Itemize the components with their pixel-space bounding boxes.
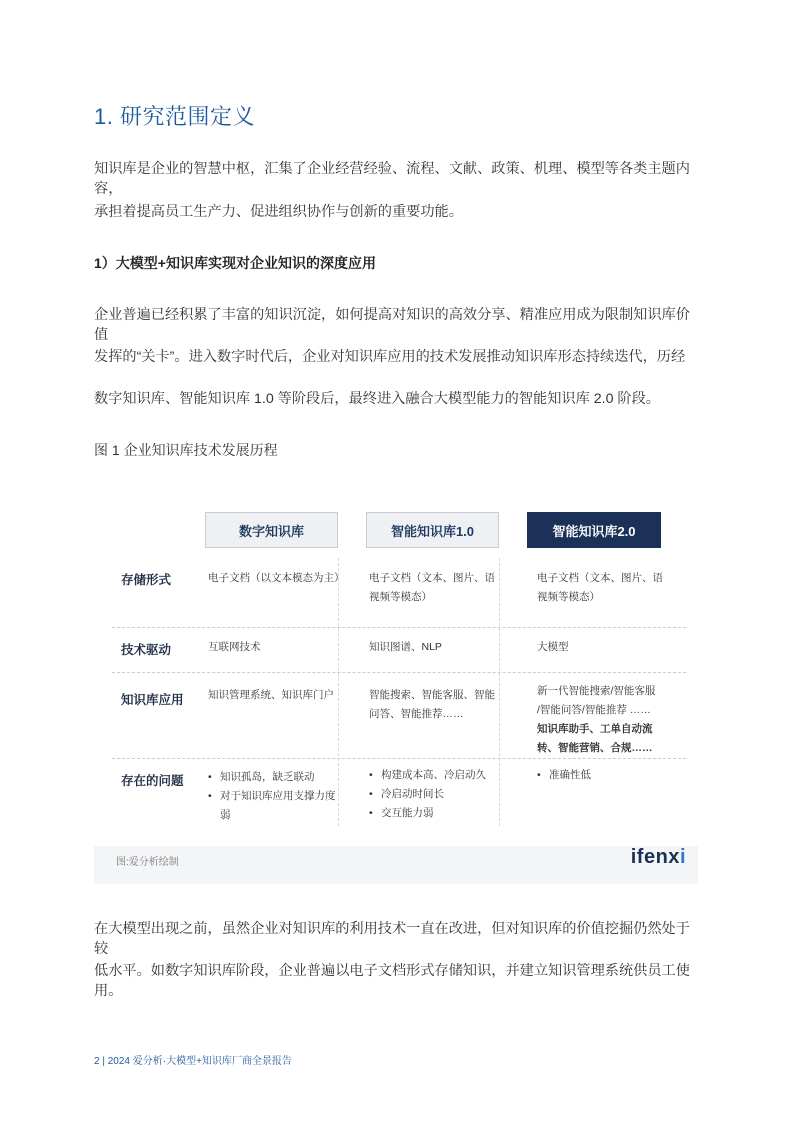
cell-issues-smart-1 <box>369 766 486 823</box>
figure-source: 图:爱分析绘制 <box>116 857 179 868</box>
column-header-smart-2: 智能知识库2.0 <box>527 512 661 548</box>
cell-storage-smart-1: 电子文档（文本、图片、语 视频等模态） <box>369 572 495 603</box>
cell-issues-smart-2 <box>537 766 591 785</box>
cell-tech-smart-1: 知识图谱、NLP <box>369 641 442 653</box>
para3-line-2: 低水平。如数字知识库阶段，企业普遍以电子文档形式存储知识，并建立知识管理系统供员工使用。 <box>94 963 690 999</box>
cell-storage-digital: 电子文档（以文本模态为主） <box>208 572 345 584</box>
list-item: • 准确性低 <box>537 766 591 785</box>
row-label-application: 知识库应用 <box>121 693 184 707</box>
ifenxi-logo: ifenxi <box>630 846 686 868</box>
list-item: • 构建成本高、冷启动久 <box>369 766 486 785</box>
row-divider <box>112 758 686 759</box>
para2-line-2: 发挥的“关卡”。进入数字时代后，企业对知识库应用的技术发展推动知识库形态持续迭代，历经 <box>94 349 686 365</box>
cell-tech-smart-2: 大模型 <box>537 641 569 653</box>
list-item: • 对于知识库应用支撑力度 <box>208 787 336 806</box>
row-label-tech: 技术驱动 <box>121 643 172 657</box>
row-label-issues: 存在的问题 <box>121 774 184 788</box>
figure-table <box>94 486 698 846</box>
row-divider <box>112 672 686 673</box>
column-divider <box>338 558 339 826</box>
para2-line-3: 数字知识库、智能知识库 1.0 等阶段后，最终进入融合大模型能力的智能知识库 2.0 阶段。 <box>94 391 660 407</box>
cell-storage-smart-2: 电子文档（文本、图片、语 视频等模态） <box>537 572 663 603</box>
list-item: • 知识孤岛，缺乏联动 <box>208 768 336 787</box>
column-header-smart-1: 智能知识库1.0 <box>366 512 499 548</box>
cell-app-digital: 知识管理系统、知识库门户 <box>208 689 334 701</box>
column-divider <box>499 558 500 826</box>
cell-issues-digital <box>208 768 336 825</box>
section-subheading: 1）大模型+知识库实现对企业知识的深度应用 <box>94 255 376 271</box>
intro-line-2: 承担着提高员工生产力、促进组织协作与创新的重要功能。 <box>94 204 463 220</box>
page-title: 1. 研究范围定义 <box>94 104 255 129</box>
cell-app-smart-2: 新一代智能搜索/智能客服 /智能问答/智能推荐 …… 知识库助手、工单自动流 转、智能营销、合规…… <box>537 685 656 754</box>
list-item: • 冷启动时间长 <box>369 785 486 804</box>
cell-tech-digital: 互联网技术 <box>208 641 261 653</box>
para3-line-1: 在大模型出现之前，虽然企业对知识库的利用技术一直在改进，但对知识库的价值挖掘仍然处于较 <box>94 921 690 957</box>
list-item-continuation: 弱 <box>220 809 231 821</box>
row-divider <box>112 627 686 628</box>
row-label-storage: 存储形式 <box>121 573 172 587</box>
intro-line-1: 知识库是企业的智慧中枢，汇集了企业经营经验、流程、文献、政策、机理、模型等各类主题内容， <box>94 161 690 197</box>
figure-panel <box>94 486 698 884</box>
page-footer: 2 | 2024 爱分析·大模型+知识库厂商全景报告 <box>94 1056 292 1067</box>
column-header-digital: 数字知识库 <box>205 512 338 548</box>
figure-caption: 图 1 企业知识库技术发展历程 <box>94 442 278 458</box>
cell-app-smart-1: 智能搜索、智能客服、智能 问答、智能推荐…… <box>369 689 495 720</box>
para2-line-1: 企业普遍已经积累了丰富的知识沉淀，如何提高对知识的高效分享、精准应用成为限制知识库价值 <box>94 307 690 343</box>
list-item: • 交互能力弱 <box>369 804 486 823</box>
